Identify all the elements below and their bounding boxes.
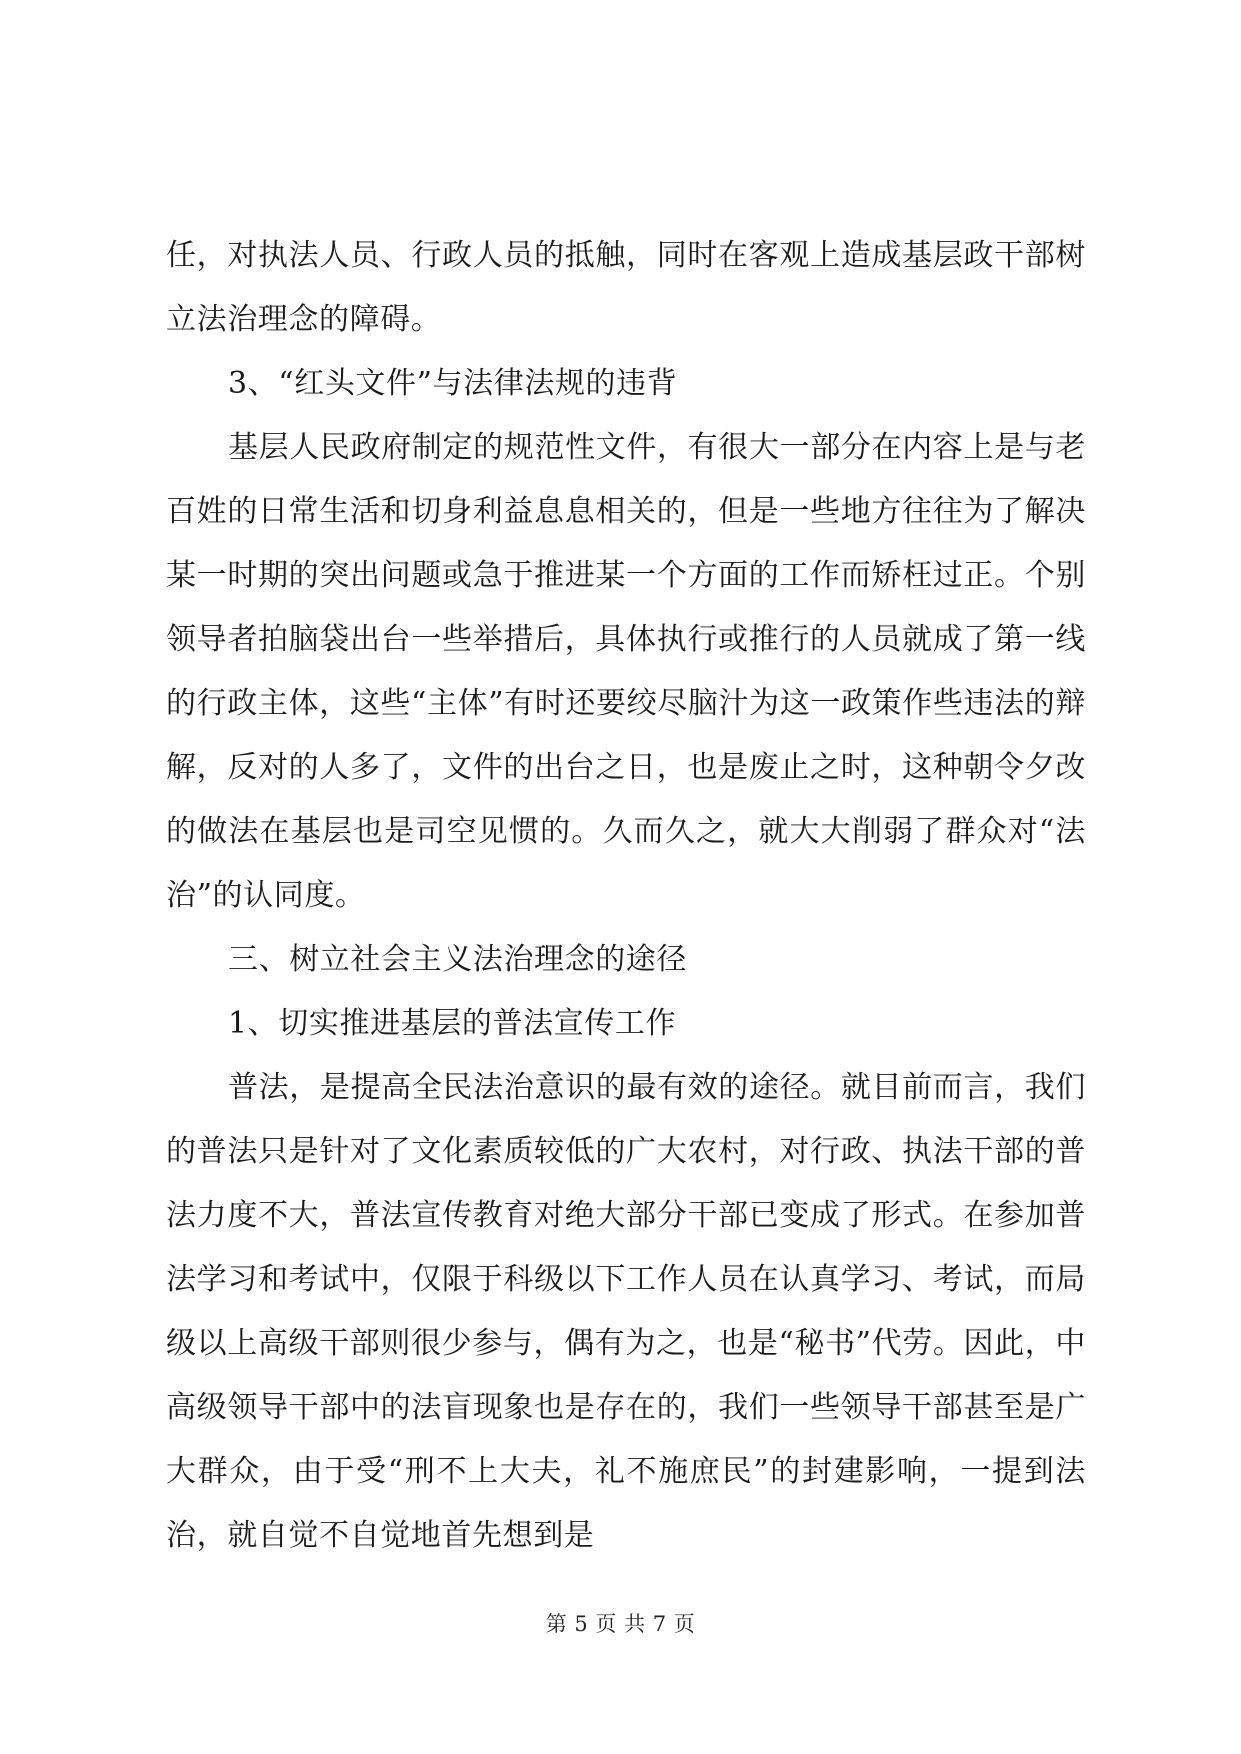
- paragraph-legal-education: 普法，是提高全民法治意识的最有效的途径。就目前而言，我们的普法只是针对了文化素质较低的广大农村，对行政、执法干部的普法力度不大，普法宣传教育对绝大部分干部已变成了形式。在参加普法学习和考试中，仅限于科级以下工作人员在认真学习、考试，而局级以上高级干部则很少参与，偶有为之，也是“秘书”代劳。因此，中高级领导干部中的法盲现象也是存在的，我们一些领导干部甚至是广大群众，由于受“刑不上大夫，礼不施庶民”的封建影响，一提到法治，就自觉不自觉地首先想到是: [166, 1070, 1086, 1553]
- paragraph-normative-documents: 基层人民政府制定的规范性文件，有很大一部分在内容上是与老百姓的日常生活和切身利益息息相关的，但是一些地方往往为了解决某一时期的突出问题或急于推进某一个方面的工作而矫枉过正。个别领导者拍脑袋出台一些举措后，具体执行或推行的人员就成了第一线的行政主体，这些“主体”有时还要绞尽脑汁为这一政策作些违法的辩解，反对的人多了，文件的出台之日，也是废止之时，这种朝令夕改的做法在基层也是司空见惯的。久而久之，就大大削弱了群众对“法治”的认同度。: [166, 430, 1086, 913]
- paragraph-continuation: 任，对执法人员、行政人员的抵触，同时在客观上造成基层政干部树立法治理念的障碍。: [166, 238, 1086, 337]
- section-heading-rule-of-law-approaches: 三、树立社会主义法治理念的途径: [228, 942, 687, 977]
- page-number-footer: 第 5 页 共 7 页: [545, 1612, 696, 1636]
- document-body: [166, 224, 1086, 1568]
- section-heading-red-header-documents: 3、“红头文件”与法律法规的违背: [228, 366, 678, 401]
- section-heading-legal-publicity: 1、切实推进基层的普法宣传工作: [228, 1006, 677, 1041]
